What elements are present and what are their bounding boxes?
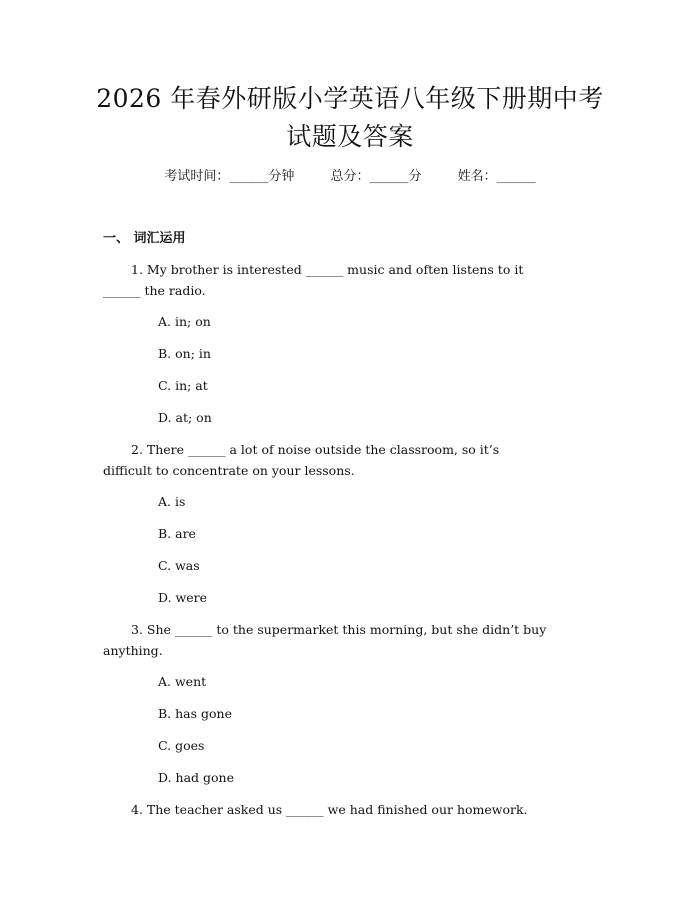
question-3-line-1: 3. She ______ to the supermarket this morning, but she didn’t buy — [131, 622, 547, 637]
question-2-line-2: difficult to concentrate on your lessons. — [103, 463, 355, 478]
page-title-line-1: 2026 年春外研版小学英语八年级下册期中考 — [96, 84, 604, 113]
page-title-line-2: 试题及答案 — [286, 122, 414, 151]
section-title: 一、 词汇运用 — [103, 231, 186, 246]
question-3-line-2: anything. — [103, 643, 163, 658]
question-1-option-a: A. in; on — [158, 314, 211, 329]
question-2-option-b: B. are — [158, 526, 196, 541]
question-3-option-d: D. had gone — [158, 770, 234, 785]
exam-meta — [0, 166, 700, 188]
question-3-option-b: B. has gone — [158, 706, 232, 721]
question-3-option-a: A. went — [158, 674, 207, 689]
question-2-option-d: D. were — [158, 590, 207, 605]
question-3-option-c: C. goes — [158, 738, 205, 753]
exam-time-label: 考试时间：______分钟 — [164, 169, 295, 184]
question-2-option-a: A. is — [158, 494, 186, 509]
question-1-line-1: 1. My brother is interested ______ music and often listens to it — [131, 262, 524, 277]
question-1-option-c: C. in; at — [158, 378, 208, 393]
question-1-line-2: ______ the radio. — [103, 283, 206, 298]
question-4-line-1: 4. The teacher asked us ______ we had finished our homework. — [131, 802, 528, 817]
question-2-line-1: 2. There ______ a lot of noise outside the classroom, so it’s — [131, 442, 500, 457]
question-1-option-d: D. at; on — [158, 410, 212, 425]
question-2-option-c: C. was — [158, 558, 200, 573]
exam-name-label: 姓名：______ — [457, 169, 536, 184]
exam-score-label: 总分：______分 — [330, 169, 422, 184]
question-1-option-b: B. on; in — [158, 346, 211, 361]
